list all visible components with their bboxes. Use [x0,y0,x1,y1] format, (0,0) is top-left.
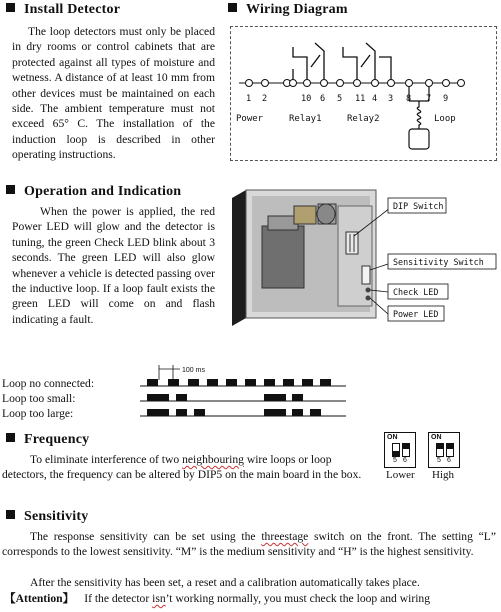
loop-too-small-pulses [147,394,303,401]
terminal-number: 9 [443,94,449,104]
terminal-number: 1 [246,94,252,104]
frequency-body: To eliminate interference of two neighbouring wire loops or loop detectors, the frequency can be altered by DIP5 on the main board in the box. [2,453,362,482]
timing-row-label: Loop too small: [2,392,76,405]
operation-heading: Operation and Indication [6,184,181,200]
power-group-label: Power [236,114,264,124]
bullet-square-icon [6,185,15,194]
bullet-square-icon [6,510,15,519]
terminal-number: 10 [301,94,312,104]
timing-row-label: Loop no connected: [2,377,95,390]
relay2-group-label: Relay2 [347,114,380,124]
dip-lower-caption: Lower [386,469,415,481]
timing-row-label: Loop too large: [2,407,74,420]
terminal-number: 5 [337,94,343,104]
terminal-number: 7 [426,94,432,104]
sensitivity-body-2: After the sensitivity has been set, a reset and a calibration automatically takes place. [30,576,420,589]
attention-line: 【Attention】 If the detector isn’t working normally, you must check the loop and wiring [4,592,431,605]
power-led-callout: Power LED [393,309,439,319]
dip-switch-callout: DIP Switch [393,201,444,211]
terminal-numbers [246,94,448,104]
frequency-heading: Frequency [6,432,89,448]
loop-no-connected-pulses [147,379,331,386]
detector-illustration [222,186,498,336]
relay2-contacts [343,43,391,79]
wiring-diagram-frame [230,26,497,161]
relay1-contacts [293,43,324,79]
terminal-number: 8 [406,94,412,104]
dip-switch-high: ON 5 6 [428,432,460,468]
sensitivity-switch-callout: Sensitivity Switch [393,257,484,267]
bullet-square-icon [6,3,15,12]
operation-body: When the power is applied, the red Power LED will glow and the detector is tuning, the green Check LED blink about 3 seconds. The green LED will also glow whenever a vehicle is detected passing over the inductive loop. If a loop fault exists the green LED will come on and flash indicating a fault. [12,205,215,326]
sensitivity-heading: Sensitivity [6,509,88,525]
wiring-heading: Wiring Diagram [228,2,348,18]
bullet-square-icon [228,3,237,12]
terminal-number: 4 [372,94,378,104]
relay1-group-label: Relay1 [289,114,322,124]
wiring-diagram [231,27,496,160]
terminal-number: 3 [388,94,394,104]
terminal-number: 11 [355,94,366,104]
attention-label: 【Attention】 [4,592,75,605]
terminal-number: 2 [262,94,268,104]
install-heading: Install Detector [6,2,120,18]
check-led-callout: Check LED [393,287,439,297]
timing-scale-label: 100 ms [182,367,205,374]
loop-group-label: Loop [434,114,456,124]
bullet-square-icon [6,433,15,442]
sensitivity-body-1: The response sensitivity can be set using the threestage switch on the front. The setting “L” corresponds to the lowest sensitivity. “M” is the medium sensitivity and “H” is the highest sensitivity. [2,530,496,559]
terminal-number: 6 [320,94,326,104]
install-body: The loop detectors must only be placed in dry rooms or control cabinets that are protected against all types of moisture and wetness. A distance of at least 10 mm from other devices must be maintained on each side. The ambient temperature must not exceed 65° C. The installation of the induction loop is described in other operating instructions. [12,25,215,162]
dip-high-caption: High [432,469,454,481]
timing-waveforms [140,376,350,424]
dip-switch-lower: ON 5 6 [384,432,416,468]
loop-too-large-pulses [147,409,321,416]
